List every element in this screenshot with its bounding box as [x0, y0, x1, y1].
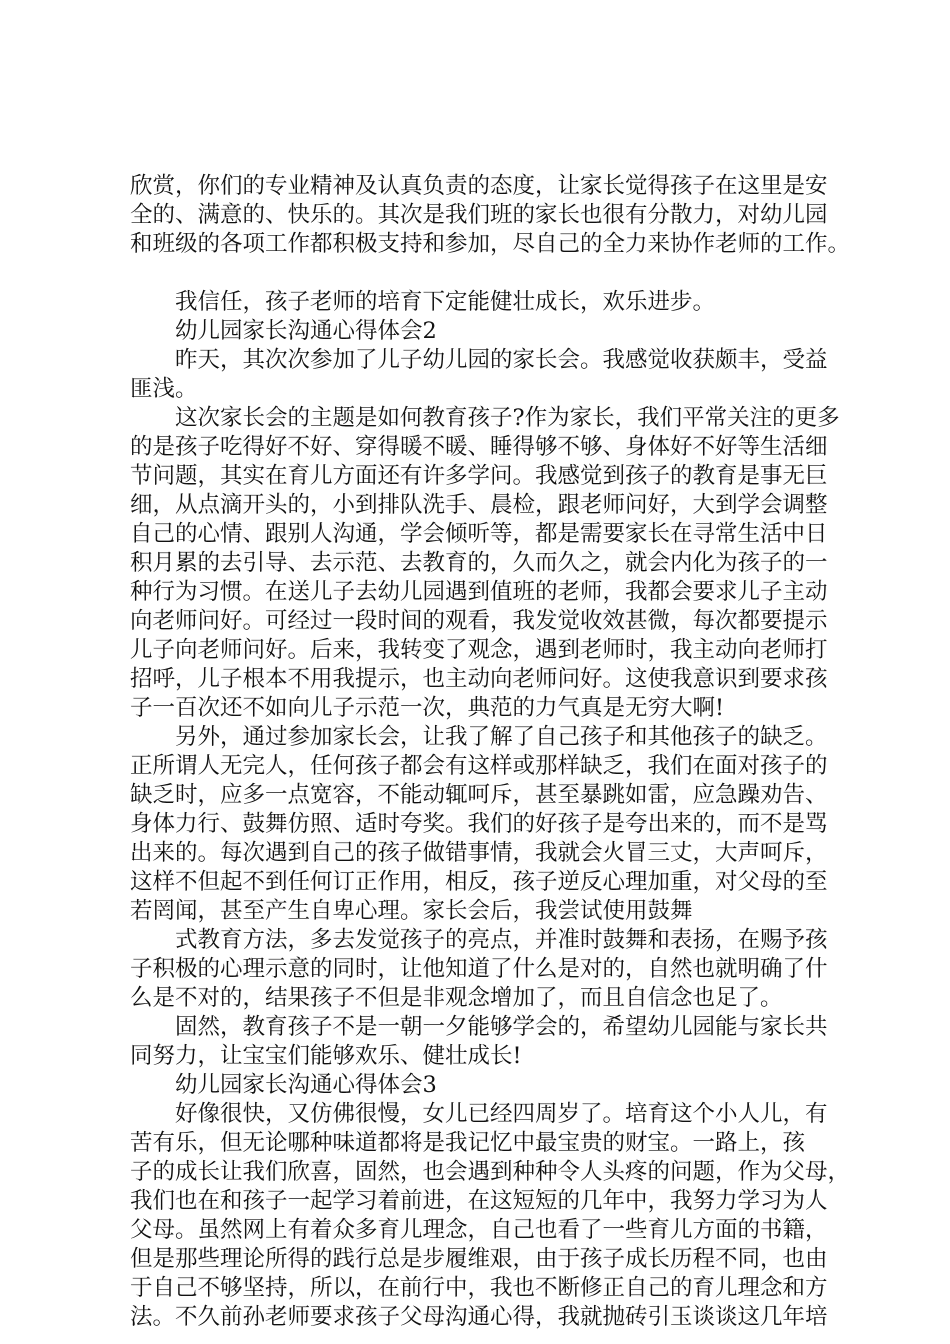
text-line: 正所谓人无完人，任何孩子都会有这样或那样缺乏，我们在面对孩子的	[130, 753, 828, 779]
text-line: 这样不但起不到任何订正作用，相反，孩子逆反心理加重，对父母的至	[130, 869, 828, 895]
text-line: 子的成长让我们欣喜，固然，也会遇到种种令人头疼的问题，作为父母，	[130, 1159, 851, 1185]
text-line: 父母。虽然网上有着众多育儿理念，自己也看了一些育儿方面的书籍，	[130, 1217, 828, 1243]
text-line: 式教育方法，多去发觉孩子的亮点，并准时鼓舞和表扬，在赐予孩	[175, 927, 828, 953]
text-line: 种行为习惯。在送儿子去幼儿园遇到值班的老师，我都会要求儿子主动	[130, 579, 828, 605]
document-body	[130, 172, 851, 1332]
text-line: 另外，通过参加家长会，让我了解了自己孩子和其他孩子的缺乏。	[175, 724, 828, 750]
text-line: 全的、满意的、快乐的。其次是我们班的家长也很有分散力，对幼儿园	[130, 202, 828, 228]
text-line: 苦有乐，但无论哪种味道都将是我记忆中最宝贵的财宝。一路上，孩	[130, 1130, 806, 1156]
text-line: 缺乏时，应多一点宽容，不能动辄呵斥，甚至暴跳如雷，应急躁劝告、	[130, 782, 828, 808]
text-line: 昨天，其次次参加了儿子幼儿园的家长会。我感觉收获颇丰，受益	[175, 347, 828, 373]
text-line: 但是那些理论所得的践行总是步履维艰，由于孩子成长历程不同，也由	[130, 1246, 828, 1272]
text-line: 儿子向老师问好。后来，我转变了观念，遇到老师时，我主动向老师打	[130, 637, 828, 663]
text-line: 法。不久前孙老师要求孩子父母沟通心得，我就抛砖引玉谈谈这几年培	[130, 1304, 828, 1330]
text-line: 自己的心情、跟别人沟通，学会倾听等，都是需要家长在寻常生活中日	[130, 521, 828, 547]
text-line: 幼儿园家长沟通心得体会2	[175, 318, 437, 344]
text-line: 这次家长会的主题是如何教育孩子?作为家长，我们平常关注的更多	[175, 405, 840, 431]
text-line: 我们也在和孩子一起学习着前进，在这短短的几年中，我努力学习为人	[130, 1188, 828, 1214]
blank-line	[130, 259, 830, 288]
text-line: 积月累的去引导、去示范、去教育的，久而久之，就会内化为孩子的一	[130, 550, 828, 576]
text-line: 于自己不够坚持，所以，在前行中，我也不断修正自己的育儿理念和方	[130, 1275, 828, 1301]
text-line: 节问题，其实在育儿方面还有许多学问。我感觉到孩子的教育是事无巨	[130, 463, 828, 489]
text-line: 我信任，孩子老师的培育下定能健壮成长，欢乐进步。	[175, 289, 716, 315]
text-line: 细，从点滴开头的，小到排队洗手、晨检，跟老师问好，大到学会调整	[130, 492, 828, 518]
text-line: 幼儿园家长沟通心得体会3	[175, 1072, 437, 1098]
text-line: 和班级的各项工作都积极支持和参加，尽自己的全力来协作老师的工作。	[130, 231, 851, 257]
text-line: 欣赏，你们的专业精神及认真负责的态度，让家长觉得孩子在这里是安	[130, 173, 828, 199]
text-line: 匪浅。	[130, 376, 198, 402]
text-line: 出来的。每次遇到自己的孩子做错事情，我就会火冒三丈，大声呵斥，	[130, 840, 828, 866]
text-line: 若罔闻，甚至产生自卑心理。家长会后，我尝试使用鼓舞	[130, 898, 693, 924]
text-line: 的是孩子吃得好不好、穿得暖不暖、睡得够不够、身体好不好等生活细	[130, 434, 828, 460]
text-line: 么是不对的，结果孩子不但是非观念增加了，而且自信念也足了。	[130, 985, 783, 1011]
text-line: 子积极的心理示意的同时，让他知道了什么是对的，自然也就明确了什	[130, 956, 828, 982]
text-line: 同努力，让宝宝们能够欢乐、健壮成长!	[130, 1043, 522, 1069]
text-line: 固然，教育孩子不是一朝一夕能够学会的，希望幼儿园能与家长共	[175, 1014, 828, 1040]
text-line: 身体力行、鼓舞仿照、适时夸奖。我们的好孩子是夸出来的，而不是骂	[130, 811, 828, 837]
text-line: 子一百次还不如向儿子示范一次，典范的力气真是无穷大啊!	[130, 695, 725, 721]
text-line: 向老师问好。可经过一段时间的观看，我发觉收效甚微，每次都要提示	[130, 608, 828, 634]
text-line: 好像很快，又仿佛很慢，女儿已经四周岁了。培育这个小人儿，有	[175, 1101, 828, 1127]
text-line: 招呼，儿子根本不用我提示，也主动向老师问好。这使我意识到要求孩	[130, 666, 828, 692]
